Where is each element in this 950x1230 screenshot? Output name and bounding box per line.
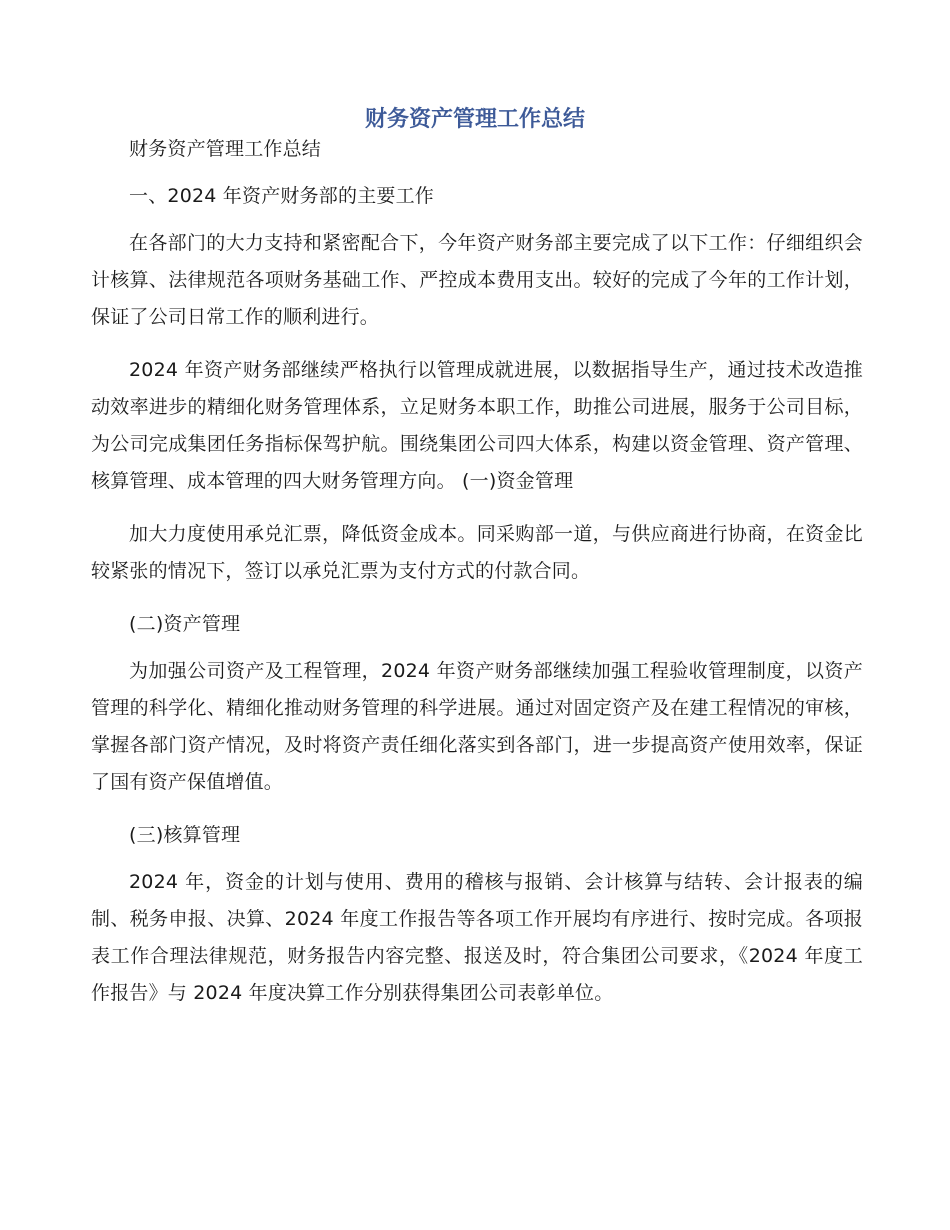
document-title: 财务资产管理工作总结 xyxy=(364,107,585,132)
section-heading-main-work: 一、2024 年资产财务部的主要工作 xyxy=(129,185,434,207)
body-paragraph: 为加强公司资产及工程管理，2024 年资产财务部继续加强工程验收管理制度，以资产管理的科学化、精细化推动财务管理的科学进展。通过对固定资产及在建工程情况的审核，掌握各部门资产情况，及时将资产责任细化落实到各部门，进一步提高资产使用效率，保证了国有资产保值增值。 xyxy=(91,660,863,793)
body-paragraph: 加大力度使用承兑汇票，降低资金成本。同采购部一道，与供应商进行协商，在资金比较紧张的情况下，签订以承兑汇票为支付方式的付款合同。 xyxy=(91,523,863,582)
document-body xyxy=(91,131,863,1028)
body-paragraph: 在各部门的大力支持和紧密配合下，今年资产财务部主要完成了以下工作：仔细组织会计核算、法律规范各项财务基础工作、严控成本费用支出。较好的完成了今年的工作计划，保证了公司日常工作的顺利进行。 xyxy=(91,232,863,328)
section-heading-accounting-management: (三)核算管理 xyxy=(129,824,241,846)
body-paragraph: 2024 年资产财务部继续严格执行以管理成就进展，以数据指导生产，通过技术改造推动效率进步的精细化财务管理体系，立足财务本职工作，助推公司进展，服务于公司目标，为公司完成集团任务指标保驾护航。围绕集团公司四大体系，构建以资金管理、资产管理、核算管理、成本管理的四大财务管理方向。 (一)资金管理 xyxy=(91,359,863,492)
body-paragraph: 2024 年，资金的计划与使用、费用的稽核与报销、会计核算与结转、会计报表的编制、税务申报、决算、2024 年度工作报告等各项工作开展均有序进行、按时完成。各项报表工作合理法律规范，财务报告内容完整、报送及时，符合集团公司要求，《2024 年度工作报告》与 2024 年度决算工作分别获得集团公司表彰单位。 xyxy=(91,871,863,1004)
section-heading-asset-management: (二)资产管理 xyxy=(129,613,241,635)
subtitle-paragraph: 财务资产管理工作总结 xyxy=(129,138,322,160)
